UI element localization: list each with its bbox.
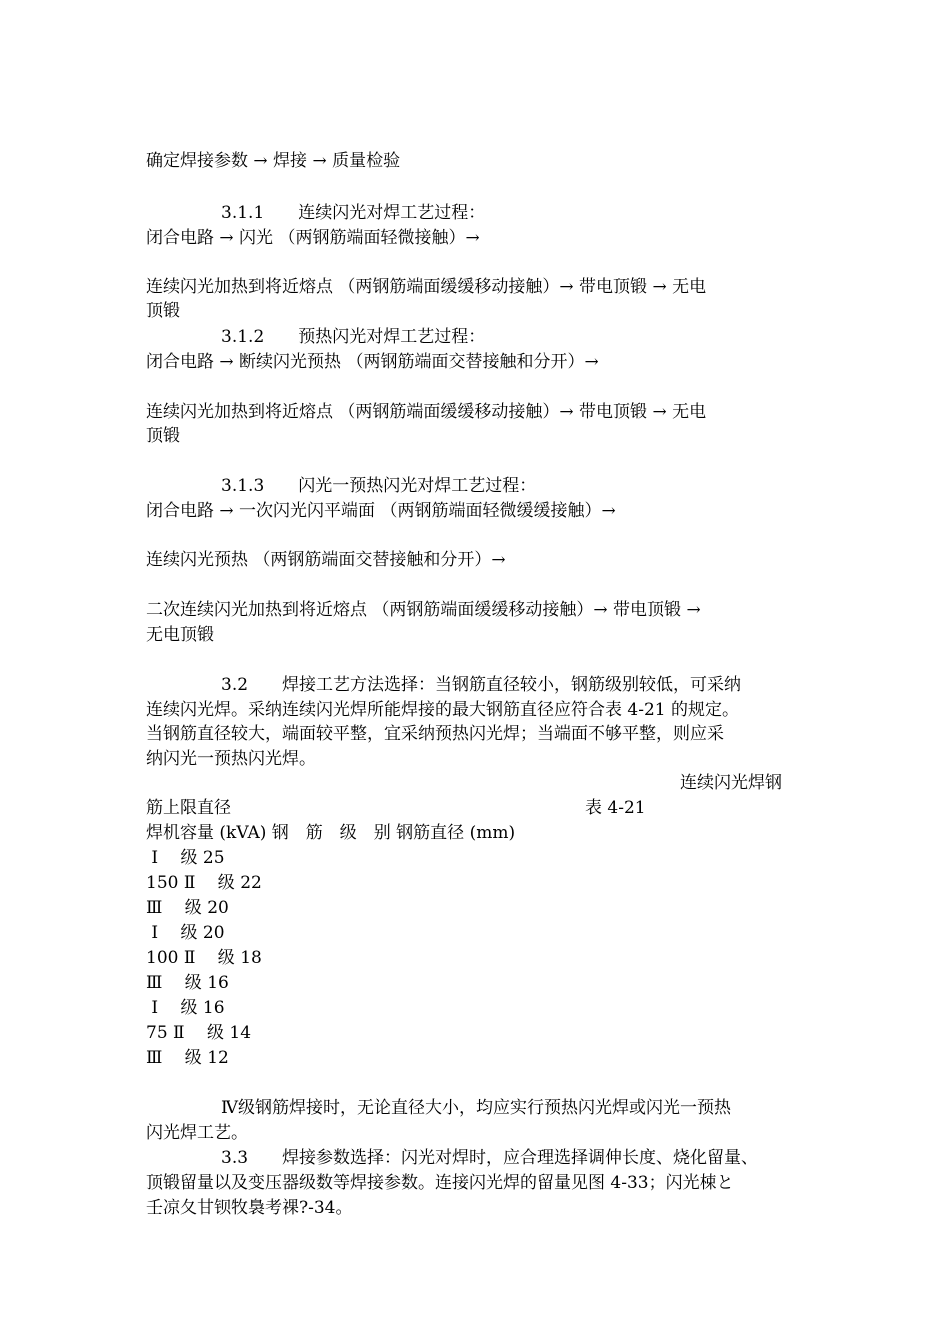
text-line: 壬凉夂甘钡牧裊考祼?-34。 [146, 1198, 353, 1218]
text-line: 顶锻留量以及变压器级数等焊接参数。连接闪光焊的留量见图 4-33；闪光梀と [146, 1173, 734, 1193]
text-line: 二次连续闪光加热到将近熔点 （两钢筋端面缓缓移动接触）→ 带电顶锻 → [146, 600, 701, 620]
table-row: Ⅰ 级 16 [146, 998, 225, 1018]
text-line: 顶锻 [146, 301, 180, 321]
text-line: 连续闪光加热到将近熔点 （两钢筋端面缓缓移动接触）→ 带电顶锻 → 无电 [146, 402, 707, 422]
text-line: 闭合电路 → 断续闪光预热 （两钢筋端面交替接触和分开）→ [146, 352, 599, 372]
table-caption: 筋上限直径 [146, 798, 231, 818]
table-header: 焊机容量 (kVA) 钢 筋 级 别 钢筋直径 (mm) [146, 823, 516, 843]
table-row: Ⅰ 级 25 [146, 848, 225, 868]
table-row: Ⅲ 级 16 [146, 973, 229, 993]
section-3-3-heading: 3.3 焊接参数选择：闪光对焊时，应合理选择调伸长度、烧化留量、 [221, 1148, 759, 1168]
text-line: 当钢筋直径较大，端面较平整，宜采纳预热闪光焊；当端面不够平整，则应采 [146, 724, 724, 744]
text-line: Ⅳ级钢筋焊接时，无论直径大小，均应实行预热闪光焊或闪光一预热 [221, 1098, 731, 1118]
table-row: Ⅰ 级 20 [146, 923, 225, 943]
table-row: 150 Ⅱ 级 22 [146, 873, 262, 893]
section-3-1-1-heading: 3.1.1 连续闪光对焊工艺过程： [221, 203, 486, 223]
table-row: 75 Ⅱ 级 14 [146, 1023, 252, 1043]
process-flow-line: 确定焊接参数 → 焊接 → 质量检验 [146, 151, 401, 171]
table-row: 100 Ⅱ 级 18 [146, 948, 262, 968]
section-3-1-3-heading: 3.1.3 闪光一预热闪光对焊工艺过程： [221, 476, 537, 496]
table-caption: 连续闪光焊钢 [680, 773, 782, 793]
text-line: 连续闪光焊。采纳连续闪光焊所能焊接的最大钢筋直径应符合表 4-21 的规定。 [146, 700, 739, 720]
text-line: 闭合电路 → 闪光 （两钢筋端面轻微接触）→ [146, 228, 480, 248]
section-3-2-heading: 3.2 焊接工艺方法选择：当钢筋直径较小，钢筋级别较低，可采纳 [221, 675, 742, 695]
table-row: Ⅲ 级 20 [146, 898, 229, 918]
text-line: 连续闪光加热到将近熔点 （两钢筋端面缓缓移动接触）→ 带电顶锻 → 无电 [146, 277, 707, 297]
text-line: 连续闪光预热 （两钢筋端面交替接触和分开）→ [146, 550, 506, 570]
text-line: 闪光焊工艺。 [146, 1123, 248, 1143]
text-line: 顶锻 [146, 426, 180, 446]
text-line: 无电顶锻 [146, 625, 214, 645]
text-line: 闭合电路 → 一次闪光闪平端面 （两钢筋端面轻微缓缓接触）→ [146, 501, 616, 521]
table-number: 表 4-21 [585, 798, 646, 818]
section-3-1-2-heading: 3.1.2 预热闪光对焊工艺过程： [221, 327, 486, 347]
text-line: 纳闪光一预热闪光焊。 [146, 749, 316, 769]
table-row: Ⅲ 级 12 [146, 1048, 229, 1068]
